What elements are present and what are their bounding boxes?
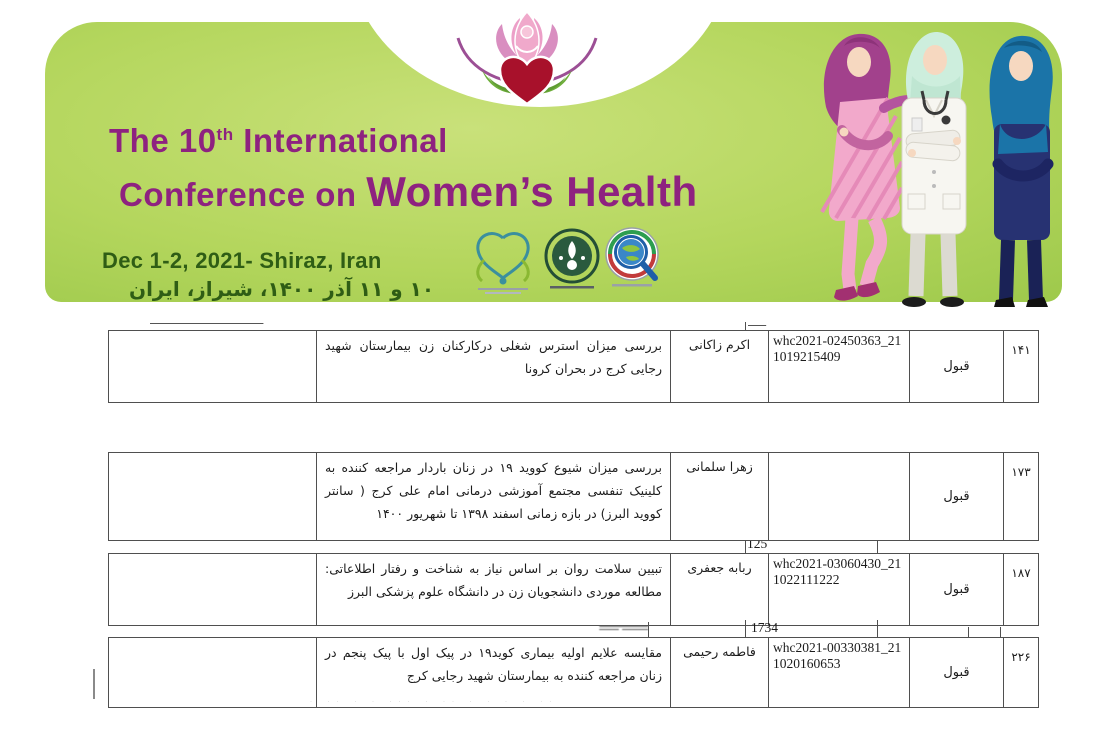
cutoff-id-remnant xyxy=(747,541,873,553)
cutoff-id-remnant: 1734 xyxy=(751,620,778,635)
cutoff-name-remnant xyxy=(540,622,648,636)
cutoff-border-remnant xyxy=(968,627,969,637)
lotus-heart-logo-icon xyxy=(452,8,602,112)
conference-title-line1 xyxy=(109,122,448,160)
title-prefix: The 10 xyxy=(109,122,217,159)
cutoff-border-remnant xyxy=(745,620,746,637)
paper-title-cell: مقایسه علایم اولیه بیماری کوید۱۹ در پیک اول با پیک پنجم در زنان مراجعه کننده به بیمارستان شهید رجایی کرج xyxy=(317,638,671,708)
cutoff-border-remnant xyxy=(877,541,878,553)
cutoff-border-remnant xyxy=(648,622,649,637)
empty-cell xyxy=(109,638,317,708)
paper-title-cell: بررسی میزان شیوع کووید ۱۹ در زنان باردار مراجعه کننده به کلینیک تنفسی مجتمع آموزشی درمانی امام علی کرج ( سانتر کووید البرز) در بازه زمانی اسفند ۱۳۹۸ تا شهریور ۱۴۰۰ xyxy=(317,453,671,541)
author-name-cell: فاطمه رحیمی xyxy=(671,638,769,708)
globe-magnifier-emblem-icon xyxy=(602,226,664,290)
status-cell: قبول xyxy=(910,331,1004,403)
paper-id-cell: whc2021-02450363_211019215409 xyxy=(769,331,910,403)
cutoff-text-remnant: —·— xyxy=(748,322,767,329)
row-number-cell: ۲۲۶ xyxy=(1004,638,1039,708)
cutoff-name-text: ــــــــ ــــــ xyxy=(599,622,648,633)
title-line2-large: Women’s Health xyxy=(366,168,698,215)
conference-title-line2 xyxy=(119,168,698,216)
cutoff-next-row-remnant: · ·· · · ··· · ·· · · · · ·· xyxy=(310,699,559,705)
table-row-fragment-141 xyxy=(108,320,1039,403)
title-suffix: International xyxy=(233,122,448,159)
empty-cell xyxy=(109,331,317,403)
empty-cell xyxy=(109,554,317,626)
cutoff-id-text: 125 xyxy=(747,541,768,551)
cutoff-border-remnant xyxy=(745,541,746,553)
paper-title-cell: تبیین سلامت روان بر اساس نیاز به شناخت و رفتار اطلاعاتی: مطالعه موردی دانشجویان زن در دانشگاه علوم پزشکی البرز xyxy=(317,554,671,626)
cutoff-border-remnant xyxy=(877,620,878,637)
row-number-cell: ۱۷۳ xyxy=(1004,453,1039,541)
empty-cell xyxy=(109,453,317,541)
doctor-woman-figure xyxy=(902,32,966,307)
ministry-of-health-emblem-icon xyxy=(542,228,602,292)
table-row-fragment-226 xyxy=(108,620,1039,708)
conference-date-english: Dec 1-2, 2021- Shiraz, Iran xyxy=(102,248,382,273)
three-women-illustration xyxy=(796,12,1064,312)
row-number-cell: ۱۴۱ xyxy=(1004,331,1039,403)
status-cell: قبول xyxy=(910,554,1004,626)
author-name-cell: اکرم زاکانی xyxy=(671,331,769,403)
title-ordinal: th xyxy=(216,125,234,144)
cutoff-border-remnant xyxy=(93,669,95,699)
cutoff-border-remnant xyxy=(1000,627,1001,637)
conference-date-persian: ۱۰ و ۱۱ آذر ۱۴۰۰، شیراز، ایران xyxy=(129,277,435,301)
table-row-fragment-187 xyxy=(108,541,1039,626)
row-number-cell: ۱۸۷ xyxy=(1004,554,1039,626)
status-cell: قبول xyxy=(910,638,1004,708)
cutoff-text-remnant: —— — ——— ———————— xyxy=(150,320,264,327)
paper-title-cell: بررسی میزان استرس شغلی درکارکنان زن بیمارستان شهید رجایی کرج در بحران کرونا xyxy=(317,331,671,403)
pregnant-woman-figure xyxy=(822,34,910,301)
paper-id-cell: whc2021-00330381_211020160653 xyxy=(769,638,910,708)
author-name-cell: ربابه جعفری xyxy=(671,554,769,626)
paper-id-cell xyxy=(769,453,910,541)
cutoff-border-remnant xyxy=(745,322,746,330)
stethoscope-emblem-icon xyxy=(466,226,540,296)
paper-id-cell: whc2021-03060430_211022111222 xyxy=(769,554,910,626)
woman-in-blue-figure xyxy=(990,36,1053,307)
title-line2-normal: Conference on xyxy=(119,176,367,213)
status-cell: قبول xyxy=(910,453,1004,541)
author-name-cell: زهرا سلمانی xyxy=(671,453,769,541)
table-row-fragment-173 xyxy=(108,452,1039,541)
